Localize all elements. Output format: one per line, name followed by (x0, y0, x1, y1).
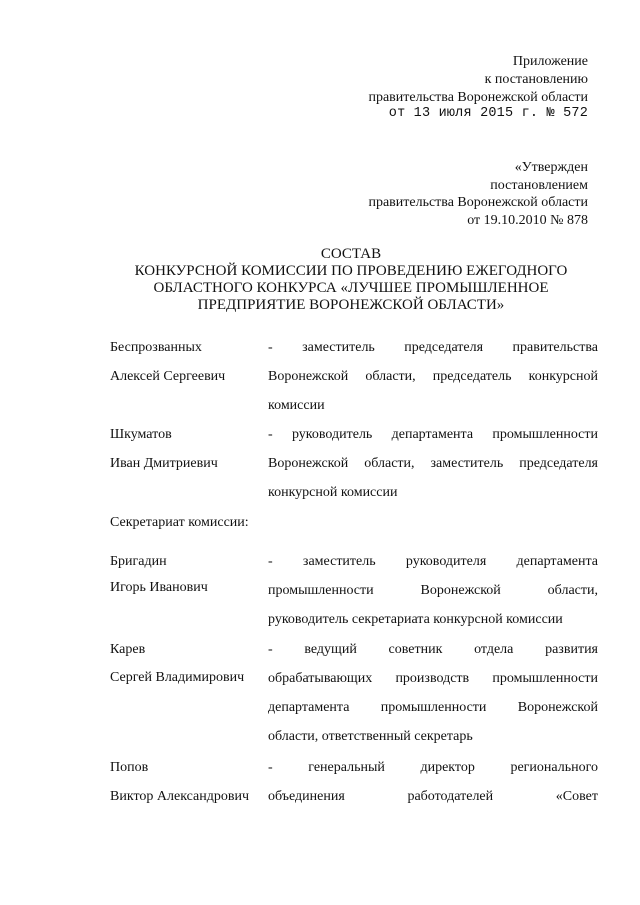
member-position (268, 753, 598, 811)
position-line: области, ответственный секретарь (268, 729, 473, 744)
approval-line-2: постановлением (490, 178, 588, 193)
approval-line-4: от 19.10.2010 № 878 (467, 213, 588, 228)
annex-line-3: правительства Воронежской области (368, 90, 588, 105)
position-line: промышленности Воронежской области, (268, 583, 598, 598)
title-line-2: КОНКУРСНОЙ КОМИССИИ ПО ПРОВЕДЕНИЮ ЕЖЕГОДНОГО (134, 263, 568, 279)
member-surname: Беспрозванных (110, 340, 202, 355)
member-given-names: Игорь Иванович (110, 580, 208, 595)
position-line: комиссии (268, 398, 325, 413)
title-line-4: ПРЕДПРИЯТИЕ ВОРОНЕЖСКОЙ ОБЛАСТИ» (197, 297, 505, 313)
member-surname: Шкуматов (110, 427, 172, 442)
member-given-names: Виктор Александрович (110, 789, 250, 804)
member-surname: Попов (110, 760, 149, 775)
position-line: объединения работодателей «Совет (268, 789, 598, 804)
annex-line-1: Приложение (512, 54, 588, 69)
position-line: департамента промышленности Воронежской (268, 700, 598, 715)
member-surname: Карев (110, 642, 146, 657)
position-line: руководитель секретариата конкурсной комиссии (268, 612, 563, 627)
member-surname: Бригадин (110, 554, 167, 569)
title-line-3: ОБЛАСТНОГО КОНКУРСА «ЛУЧШЕЕ ПРОМЫШЛЕННОЕ (153, 280, 549, 296)
position-line: - руководитель департамента промышленности (268, 427, 598, 442)
member-given-names: Сергей Владимирович (110, 670, 245, 685)
position-line: Воронежской области, заместитель председателя (268, 456, 598, 471)
member-given-names: Алексей Сергеевич (110, 369, 226, 384)
position-line: конкурсной комиссии (268, 485, 398, 500)
member-position (268, 333, 598, 420)
position-line: обрабатывающих производств промышленности (268, 671, 598, 686)
position-line: - генеральный директор регионального (268, 760, 598, 775)
member-position (268, 420, 598, 507)
approval-line-1: «Утвержден (514, 160, 588, 175)
position-line: - заместитель председателя правительства (268, 340, 598, 355)
secretariat-heading: Секретариат комиссии: (110, 515, 249, 530)
member-given-names: Иван Дмитриевич (110, 456, 218, 471)
annex-line-2: к постановлению (484, 72, 588, 87)
position-line: - ведущий советник отдела развития (268, 642, 598, 657)
approval-line-3: правительства Воронежской области (368, 195, 588, 210)
position-line: Воронежской области, председатель конкурсной (268, 369, 598, 384)
member-position (268, 635, 598, 751)
annex-date-number: от 13 июля 2015 г. № 572 (388, 106, 588, 121)
title-line-1: СОСТАВ (320, 246, 382, 262)
position-line: - заместитель руководителя департамента (268, 554, 598, 569)
member-position (268, 547, 598, 634)
